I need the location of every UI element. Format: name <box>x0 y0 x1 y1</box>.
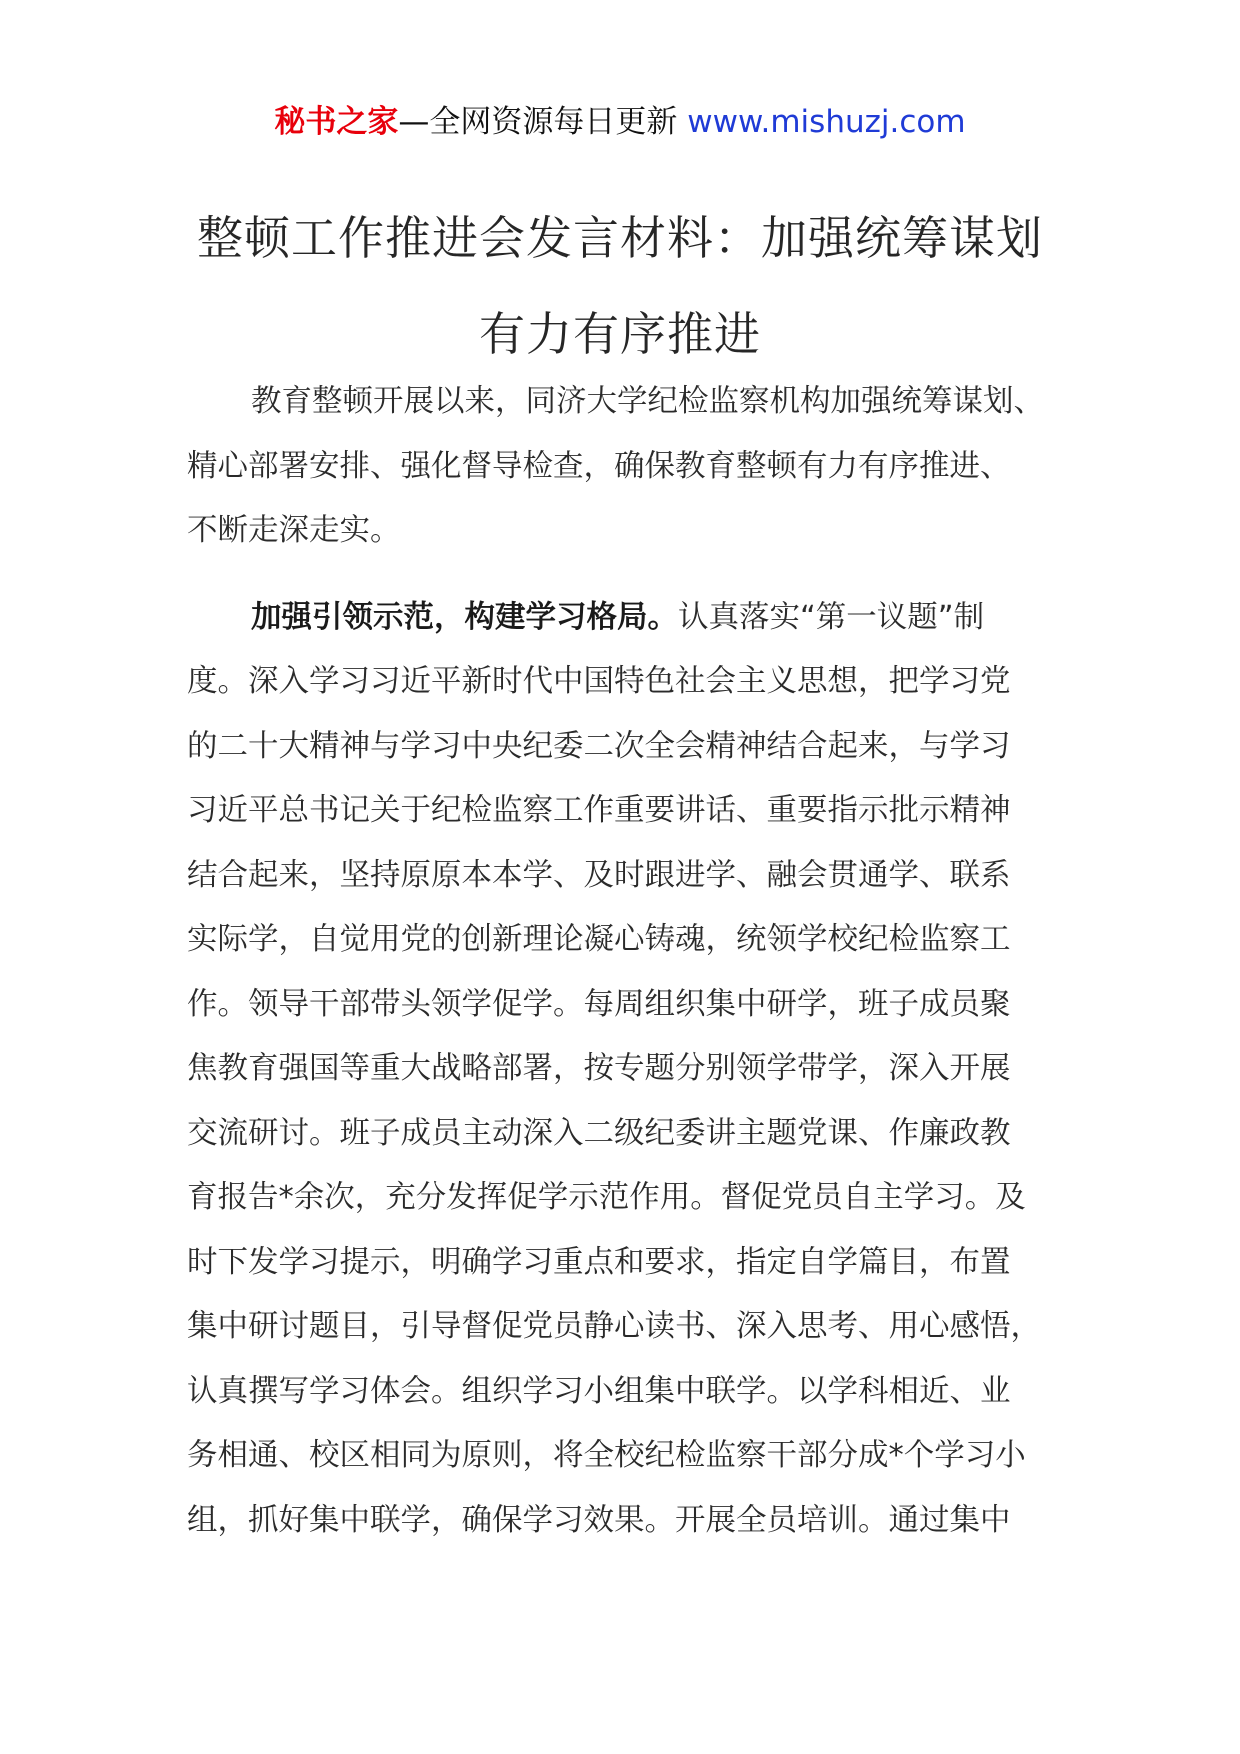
paragraph-line: 习近平总书记关于纪检监察工作重要讲话、重要指示批示精神 <box>187 793 1011 828</box>
paragraph-lead-heading: 加强引领示范，构建学习格局。 <box>251 599 678 635</box>
paragraph-line: 组，抓好集中联学，确保学习效果。开展全员培训。通过集中 <box>187 1502 1011 1538</box>
paragraph-line: 交流研讨。班子成员主动深入二级纪委讲主题党课、作廉政教 <box>187 1115 1011 1151</box>
paragraph-line: 焦教育强国等重大战略部署，按专题分别领学带学，深入开展 <box>187 1051 1011 1086</box>
paragraph-line: 认真撰写学习体会。组织学习小组集中联学。以学科相近、业 <box>187 1373 1011 1409</box>
paragraph-first-line <box>187 586 1057 651</box>
paragraph-line: 务相通、校区相同为原则，将全校纪检监察干部分成*个学习小 <box>187 1438 1026 1473</box>
paragraph-line: 作。领导干部带头领学促学。每周组织集中研学，班子成员聚 <box>187 986 1011 1022</box>
paragraph-line: 育报告*余次，充分发挥促学示范作用。督促党员自主学习。及 <box>187 1180 1026 1215</box>
title-line-1: 整顿工作推进会发言材料：加强统筹谋划 <box>197 211 1043 265</box>
title-line-2: 有力有序推进 <box>479 307 761 361</box>
paragraph-study <box>187 586 1057 1554</box>
paragraph-line: 教育整顿开展以来，同济大学纪检监察机构加强统筹谋划、 <box>251 384 1044 419</box>
paragraph-line: 度。深入学习习近平新时代中国特色社会主义思想，把学习党 <box>187 664 1011 699</box>
document-title <box>150 190 1090 382</box>
header-tagline: —全网资源每日更新 <box>398 104 688 140</box>
paragraph-line: 实际学，自觉用党的创新理论凝心铸魂，统领学校纪检监察工 <box>187 922 1011 957</box>
paragraph-line-text: 认真落实“第一议题”制 <box>678 599 985 635</box>
paragraph-line: 结合起来，坚持原原本本学、及时跟进学、融会贯通学、联系 <box>187 857 1011 893</box>
paragraph-line: 集中研讨题目，引导督促党员静心读书、深入思考、用心感悟， <box>187 1309 1041 1344</box>
brand-name: 秘书之家 <box>274 104 399 140</box>
site-header <box>0 100 1240 144</box>
paragraph-line: 的二十大精神与学习中央纪委二次全会精神结合起来，与学习 <box>187 728 1011 764</box>
paragraph-line: 精心部署安排、强化督导检查，确保教育整顿有力有序推进、 <box>187 448 1011 484</box>
site-url-link[interactable]: www.mishuzj.com <box>687 104 966 140</box>
paragraph-line: 不断走深走实。 <box>187 513 401 548</box>
paragraph-intro <box>187 370 1057 564</box>
paragraph-line: 时下发学习提示，明确学习重点和要求，指定自学篇目，布置 <box>187 1244 1011 1280</box>
document-body <box>187 370 1057 1553</box>
